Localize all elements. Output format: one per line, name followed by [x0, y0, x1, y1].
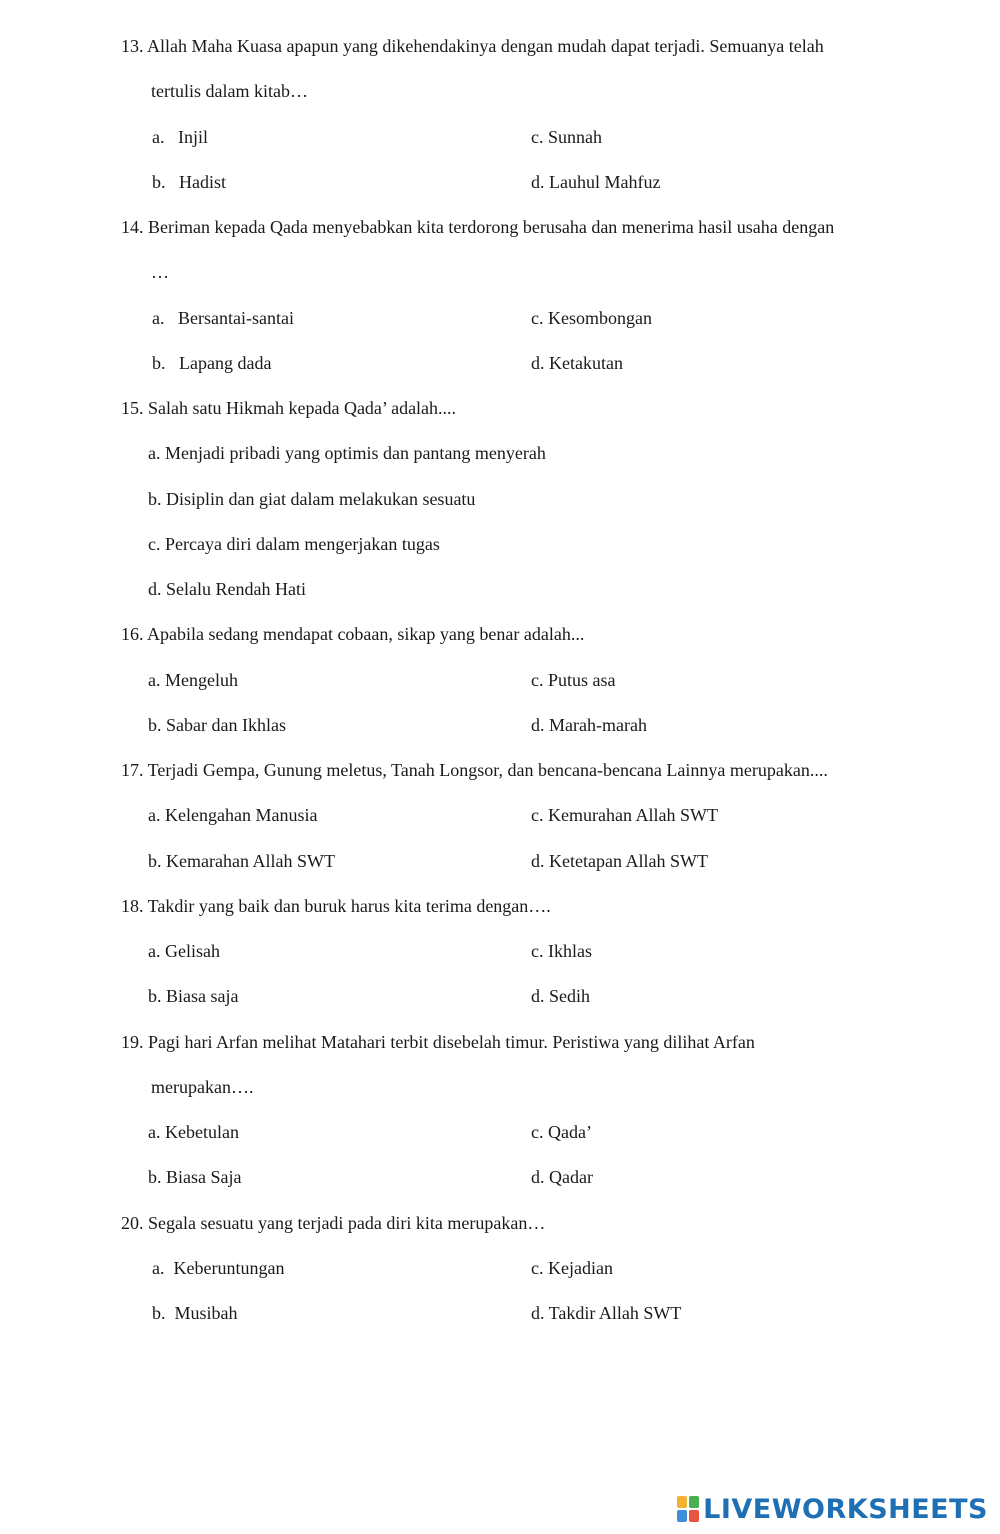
question-15-option-b: b. Disiplin dan giat dalam melakukan sesuatu	[148, 489, 476, 509]
mark-square-1	[677, 1496, 687, 1508]
question-19-option-c: c. Qada’	[531, 1122, 592, 1142]
question-20-option-c: c. Kejadian	[531, 1258, 613, 1278]
question-17-stem: 17. Terjadi Gempa, Gunung meletus, Tanah Longsor, dan bencana-bencana Lainnya merupakan....	[121, 760, 828, 780]
question-19-stem-line-1: 19. Pagi hari Arfan melihat Matahari terbit disebelah timur. Peristiwa yang dilihat Arfan	[121, 1032, 755, 1052]
question-13-stem-line-1: 13. Allah Maha Kuasa apapun yang dikehendakinya dengan mudah dapat terjadi. Semuanya telah	[121, 36, 824, 56]
question-16-option-a: a. Mengeluh	[148, 670, 238, 690]
question-15-option-d: d. Selalu Rendah Hati	[148, 579, 306, 599]
mark-square-4	[689, 1510, 699, 1522]
question-19-stem-line-2: merupakan….	[151, 1077, 254, 1097]
question-13-stem-line-2: tertulis dalam kitab…	[151, 81, 308, 101]
question-17-option-c: c. Kemurahan Allah SWT	[531, 805, 718, 825]
question-15-stem: 15. Salah satu Hikmah kepada Qada’ adalah....	[121, 398, 457, 418]
question-14-option-c: c. Kesombongan	[531, 308, 652, 328]
question-14-option-b: b. Lapang dada	[152, 353, 272, 373]
question-14-option-d: d. Ketakutan	[531, 353, 623, 373]
question-13-option-a: a. Injil	[152, 127, 208, 147]
liveworksheets-wordmark: LIVEWORKSHEETS	[703, 1493, 988, 1525]
question-20-option-d: d. Takdir Allah SWT	[531, 1303, 682, 1323]
question-19-option-b: b. Biasa Saja	[148, 1167, 242, 1187]
question-19-option-a: a. Kebetulan	[148, 1122, 239, 1142]
question-13-option-b: b. Hadist	[152, 172, 226, 192]
question-17-option-a: a. Kelengahan Manusia	[148, 805, 318, 825]
question-16-option-c: c. Putus asa	[531, 670, 616, 690]
question-16-option-d: d. Marah-marah	[531, 715, 647, 735]
question-18-option-b: b. Biasa saja	[148, 986, 239, 1006]
mark-square-3	[677, 1510, 687, 1522]
question-18-stem: 18. Takdir yang baik dan buruk harus kita terima dengan….	[121, 896, 551, 916]
question-17-option-d: d. Ketetapan Allah SWT	[531, 851, 708, 871]
question-14-option-a: a. Bersantai-santai	[152, 308, 294, 328]
question-18-option-d: d. Sedih	[531, 986, 591, 1006]
question-18-option-a: a. Gelisah	[148, 941, 220, 961]
question-17-option-b: b. Kemarahan Allah SWT	[148, 851, 335, 871]
question-18-option-c: c. Ikhlas	[531, 941, 592, 961]
question-16-stem: 16. Apabila sedang mendapat cobaan, sikap yang benar adalah...	[121, 624, 585, 644]
liveworksheets-mark-icon	[677, 1496, 699, 1522]
liveworksheets-logo	[677, 1494, 988, 1524]
question-14-stem-line-2: …	[151, 262, 169, 282]
question-20-stem: 20. Segala sesuatu yang terjadi pada diri kita merupakan…	[121, 1213, 546, 1233]
question-13-option-d: d. Lauhul Mahfuz	[531, 172, 661, 192]
question-14-stem-line-1: 14. Beriman kepada Qada menyebabkan kita terdorong berusaha dan menerima hasil usaha dengan	[121, 217, 835, 237]
question-20-option-b: b. Musibah	[152, 1303, 238, 1323]
question-13-option-c: c. Sunnah	[531, 127, 602, 147]
question-20-option-a: a. Keberuntungan	[152, 1258, 285, 1278]
question-19-option-d: d. Qadar	[531, 1167, 593, 1187]
question-15-option-c: c. Percaya diri dalam mengerjakan tugas	[148, 534, 440, 554]
question-15-option-a: a. Menjadi pribadi yang optimis dan pantang menyerah	[148, 443, 546, 463]
mark-square-2	[689, 1496, 699, 1508]
question-16-option-b: b. Sabar dan Ikhlas	[148, 715, 286, 735]
